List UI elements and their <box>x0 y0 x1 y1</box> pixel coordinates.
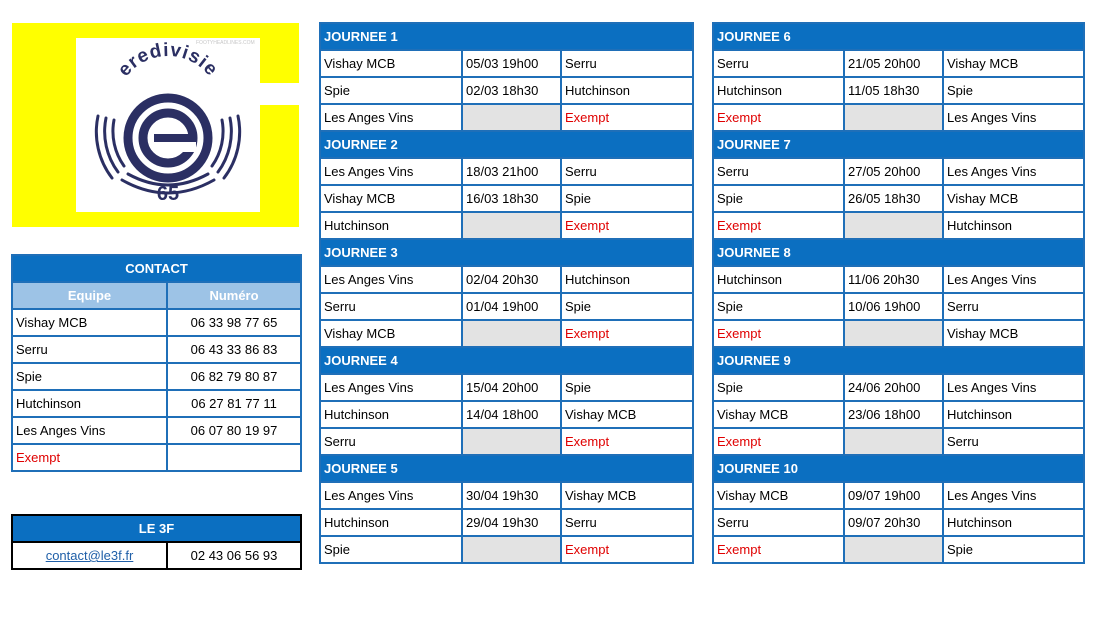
match-home: Hutchinson <box>713 77 844 104</box>
contact-team: Exempt <box>12 444 167 471</box>
journee-title: JOURNEE 3 <box>320 239 693 266</box>
match-row <box>713 320 1084 347</box>
match-home: Spie <box>320 536 462 563</box>
match-away: Les Anges Vins <box>943 374 1084 401</box>
match-away: Spie <box>561 374 693 401</box>
match-date: 27/05 20h00 <box>844 158 943 185</box>
contact-row <box>12 309 301 336</box>
eredivisie-logo <box>76 38 260 212</box>
match-date: 14/04 18h00 <box>462 401 561 428</box>
match-away: Exempt <box>561 104 693 131</box>
contact-team: Les Anges Vins <box>12 417 167 444</box>
logo-number: 65 <box>156 183 180 205</box>
match-home: Exempt <box>713 536 844 563</box>
match-date: 11/06 20h30 <box>844 266 943 293</box>
match-away: Spie <box>561 293 693 320</box>
match-row <box>320 104 693 131</box>
match-home: Vishay MCB <box>713 482 844 509</box>
schedule-column-1 <box>319 22 694 564</box>
journee-header-row <box>320 239 693 266</box>
match-away: Vishay MCB <box>943 185 1084 212</box>
match-home: Hutchinson <box>320 509 462 536</box>
match-home: Spie <box>713 374 844 401</box>
match-away: Hutchinson <box>561 77 693 104</box>
match-date: 01/04 19h00 <box>462 293 561 320</box>
match-row <box>713 293 1084 320</box>
match-row <box>713 428 1084 455</box>
match-date: 24/06 20h00 <box>844 374 943 401</box>
watermark-text: FOOTYHEADLINES.COM <box>196 40 255 46</box>
eredivisie-logo-graphic <box>76 38 260 212</box>
match-away: Serru <box>561 50 693 77</box>
match-date <box>844 212 943 239</box>
match-row <box>320 536 693 563</box>
match-date: 09/07 19h00 <box>844 482 943 509</box>
journee-header-row <box>320 347 693 374</box>
match-row <box>713 401 1084 428</box>
match-away: Exempt <box>561 212 693 239</box>
match-row <box>713 212 1084 239</box>
match-date <box>844 320 943 347</box>
match-home: Les Anges Vins <box>320 104 462 131</box>
match-date <box>462 428 561 455</box>
contact-row <box>12 417 301 444</box>
match-away: Serru <box>561 509 693 536</box>
match-date: 09/07 20h30 <box>844 509 943 536</box>
match-away: Vishay MCB <box>943 50 1084 77</box>
journee-header-row <box>713 131 1084 158</box>
match-home: Les Anges Vins <box>320 374 462 401</box>
match-away: Vishay MCB <box>943 320 1084 347</box>
contact-number: 06 27 81 77 11 <box>167 390 301 417</box>
match-date: 30/04 19h30 <box>462 482 561 509</box>
match-home: Spie <box>320 77 462 104</box>
match-home: Exempt <box>713 212 844 239</box>
match-date: 23/06 18h00 <box>844 401 943 428</box>
match-home: Serru <box>713 509 844 536</box>
col-team-header: Equipe <box>12 282 167 309</box>
match-home: Vishay MCB <box>320 320 462 347</box>
contact-row <box>12 390 301 417</box>
match-row <box>713 482 1084 509</box>
match-away: Les Anges Vins <box>943 482 1084 509</box>
le3f-phone: 02 43 06 56 93 <box>167 542 301 569</box>
match-home: Les Anges Vins <box>320 482 462 509</box>
journee-header-row <box>713 239 1084 266</box>
contact-table <box>11 254 302 472</box>
email-link[interactable]: contact@le3f.fr <box>45 548 134 563</box>
match-row <box>713 158 1084 185</box>
match-row <box>320 374 693 401</box>
match-date: 02/04 20h30 <box>462 266 561 293</box>
contact-title: CONTACT <box>12 255 301 282</box>
match-home: Exempt <box>713 428 844 455</box>
logo-wordmark: eredivisie <box>113 39 223 81</box>
match-row <box>320 293 693 320</box>
match-date <box>462 104 561 131</box>
match-row <box>320 185 693 212</box>
match-home: Hutchinson <box>320 212 462 239</box>
match-away: Serru <box>561 158 693 185</box>
match-home: Exempt <box>713 320 844 347</box>
journee-header-row <box>713 347 1084 374</box>
match-date: 18/03 21h00 <box>462 158 561 185</box>
contact-team: Hutchinson <box>12 390 167 417</box>
journee-header-row <box>713 455 1084 482</box>
logo-block <box>12 23 299 227</box>
match-row <box>713 536 1084 563</box>
contact-number: 06 43 33 86 83 <box>167 336 301 363</box>
match-home: Hutchinson <box>320 401 462 428</box>
match-row <box>713 266 1084 293</box>
contact-row <box>12 336 301 363</box>
match-away: Hutchinson <box>561 266 693 293</box>
match-row <box>320 509 693 536</box>
match-date <box>462 320 561 347</box>
match-away: Les Anges Vins <box>943 104 1084 131</box>
journee-header-row <box>320 23 693 50</box>
match-row <box>713 104 1084 131</box>
match-away: Exempt <box>561 536 693 563</box>
match-row <box>320 158 693 185</box>
match-away: Spie <box>561 185 693 212</box>
match-home: Serru <box>713 158 844 185</box>
match-date <box>844 536 943 563</box>
match-away: Exempt <box>561 320 693 347</box>
contact-row <box>12 444 301 471</box>
match-away: Vishay MCB <box>561 482 693 509</box>
match-home: Vishay MCB <box>320 50 462 77</box>
le3f-table <box>11 514 302 570</box>
match-row <box>320 77 693 104</box>
match-row <box>713 374 1084 401</box>
match-home: Exempt <box>713 104 844 131</box>
match-home: Les Anges Vins <box>320 158 462 185</box>
match-home: Hutchinson <box>713 266 844 293</box>
match-date <box>462 536 561 563</box>
match-row <box>320 401 693 428</box>
match-date <box>462 212 561 239</box>
match-home: Serru <box>320 293 462 320</box>
match-away: Hutchinson <box>943 509 1084 536</box>
match-away: Vishay MCB <box>561 401 693 428</box>
match-row <box>713 50 1084 77</box>
contact-number <box>167 444 301 471</box>
match-date: 10/06 19h00 <box>844 293 943 320</box>
match-away: Serru <box>943 293 1084 320</box>
journee-title: JOURNEE 5 <box>320 455 693 482</box>
match-away: Spie <box>943 536 1084 563</box>
match-row <box>320 212 693 239</box>
journee-title: JOURNEE 2 <box>320 131 693 158</box>
match-row <box>713 509 1084 536</box>
match-date: 21/05 20h00 <box>844 50 943 77</box>
match-away: Exempt <box>561 428 693 455</box>
journee-title: JOURNEE 4 <box>320 347 693 374</box>
contact-team: Spie <box>12 363 167 390</box>
match-home: Vishay MCB <box>320 185 462 212</box>
schedule-column-2 <box>712 22 1085 564</box>
match-date: 26/05 18h30 <box>844 185 943 212</box>
match-date: 05/03 19h00 <box>462 50 561 77</box>
match-home: Les Anges Vins <box>320 266 462 293</box>
match-away: Les Anges Vins <box>943 158 1084 185</box>
match-row <box>320 50 693 77</box>
journee-header-row <box>320 131 693 158</box>
match-home: Serru <box>320 428 462 455</box>
match-date: 02/03 18h30 <box>462 77 561 104</box>
journee-title: JOURNEE 7 <box>713 131 1084 158</box>
match-row <box>713 185 1084 212</box>
contact-number: 06 33 98 77 65 <box>167 309 301 336</box>
match-date: 29/04 19h30 <box>462 509 561 536</box>
match-home: Vishay MCB <box>713 401 844 428</box>
match-date: 15/04 20h00 <box>462 374 561 401</box>
contact-team: Vishay MCB <box>12 309 167 336</box>
match-away: Hutchinson <box>943 401 1084 428</box>
journee-title: JOURNEE 6 <box>713 23 1084 50</box>
match-date <box>844 104 943 131</box>
journee-header-row <box>713 23 1084 50</box>
contact-number: 06 82 79 80 87 <box>167 363 301 390</box>
col-number-header: Numéro <box>167 282 301 309</box>
match-date: 11/05 18h30 <box>844 77 943 104</box>
match-row <box>320 266 693 293</box>
match-date <box>844 428 943 455</box>
journee-title: JOURNEE 8 <box>713 239 1084 266</box>
match-home: Spie <box>713 293 844 320</box>
contact-team: Serru <box>12 336 167 363</box>
match-home: Serru <box>713 50 844 77</box>
contact-number: 06 07 80 19 97 <box>167 417 301 444</box>
logo-notch <box>260 83 299 105</box>
match-row <box>320 482 693 509</box>
match-away: Serru <box>943 428 1084 455</box>
contact-row <box>12 363 301 390</box>
match-row <box>713 77 1084 104</box>
journee-title: JOURNEE 10 <box>713 455 1084 482</box>
journee-title: JOURNEE 9 <box>713 347 1084 374</box>
match-home: Spie <box>713 185 844 212</box>
journee-title: JOURNEE 1 <box>320 23 693 50</box>
match-date: 16/03 18h30 <box>462 185 561 212</box>
match-away: Les Anges Vins <box>943 266 1084 293</box>
match-away: Hutchinson <box>943 212 1084 239</box>
match-row <box>320 428 693 455</box>
journee-header-row <box>320 455 693 482</box>
le3f-title: LE 3F <box>12 515 301 542</box>
match-away: Spie <box>943 77 1084 104</box>
match-row <box>320 320 693 347</box>
